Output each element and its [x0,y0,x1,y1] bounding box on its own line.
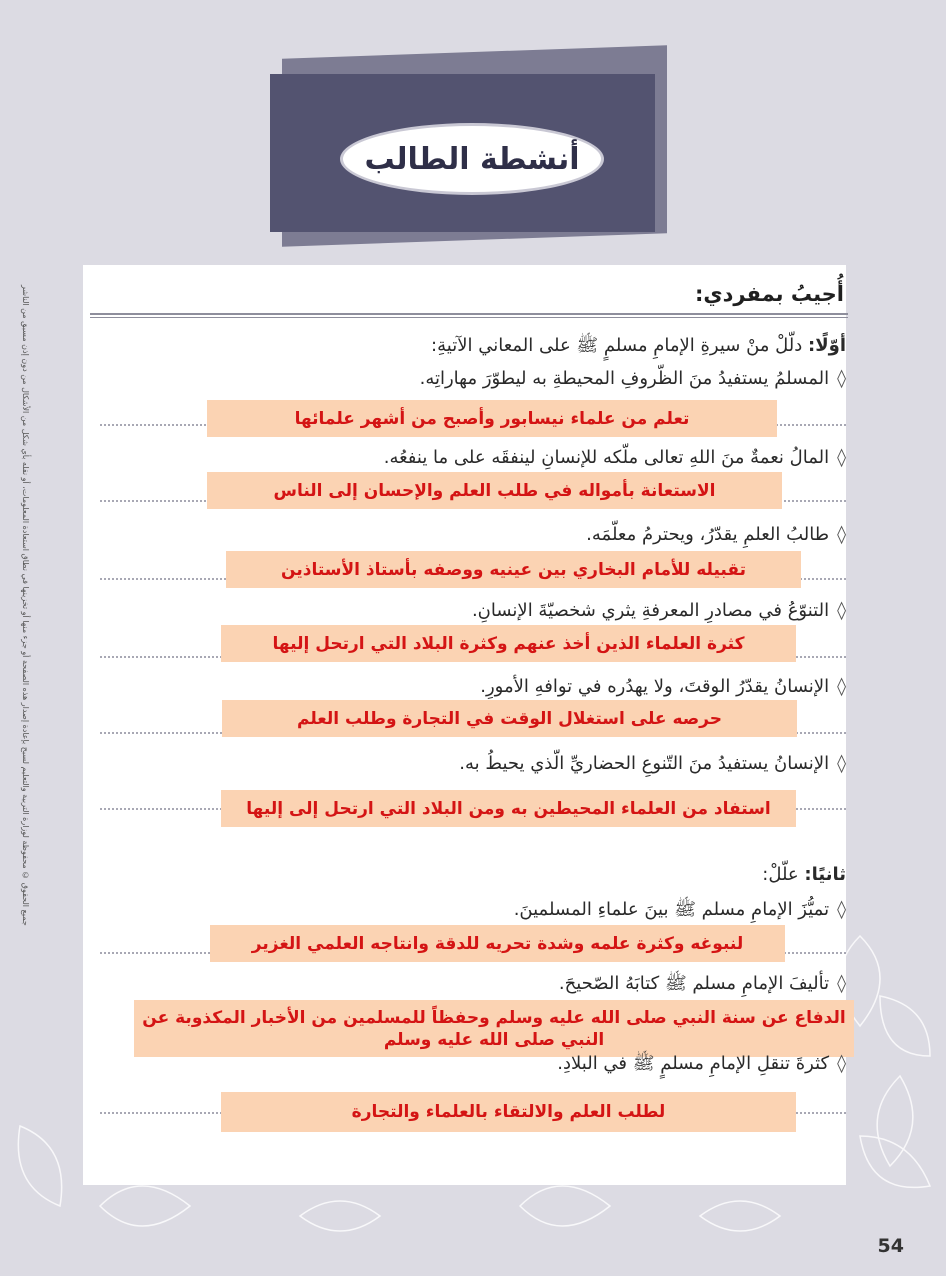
diamond-bullet-icon: ◊ [837,447,846,468]
page-number: 54 [877,1235,904,1257]
section1-intro-text: دلّلْ منْ سيرةِ الإمامِ مسلمٍ ﷺ على المعاني الآتيةِ: [431,335,803,356]
section2-item-1-answer: لنبوغه وكثرة علمه وشدة تحريه للدقة وانتاجه العلمي الغزير [210,925,785,962]
section1-item-3-prompt [586,524,846,545]
section2-item-1-prompt [514,898,846,924]
section2-item-3-prompt [557,1052,846,1078]
section1-item-4-answer: كثرة العلماء الذين أخذ عنهم وكثرة البلاد التي ارتحل إليها [221,625,796,662]
section1-item-2-prompt [384,447,846,468]
section1-item-6-prompt [459,753,846,774]
section1-item-2-answer: الاستعانة بأمواله في طلب العلم والإحسان إلى الناس [207,472,782,509]
prompt-text: كثرةَ تنقلِ الإمامِ مسلمٍ ﷺ في البلادِ. [557,1053,830,1074]
prompt-text: الإنسانُ يستفيدُ منَ التّنوعِ الحضاريِّ الّذي يحيطُ به. [459,753,830,774]
diamond-bullet-icon: ◊ [837,899,846,920]
copyright-note: جميع الحقوق © محفوظة لوزارة التربية والتعليم لسبح بإعادة إصدار هذه الصفحة أو جزء منها أو تخزينها في نطاق استعادة المعلومات، أو نقله بأي شكل من الأشكال من دون إذن مسبق من الناشر [21,285,30,926]
section2-item-2-prompt [559,972,846,998]
banner-title-frame [340,123,604,195]
diamond-bullet-icon: ◊ [837,753,846,774]
section-heading: أُجيبُ بمفردي: [694,282,844,306]
section1-item-5-prompt [480,676,846,697]
diamond-bullet-icon: ◊ [837,524,846,545]
diamond-bullet-icon: ◊ [837,1053,846,1074]
section1-label: أوّلًا: [808,335,846,356]
section1-item-4-prompt [472,600,846,621]
diamond-bullet-icon: ◊ [837,676,846,697]
section2-item-2-answer: الدفاع عن سنة النبي صلى الله عليه وسلم وحفظاً للمسلمين من الأخبار المكذوبة عن النبي صلى الله عليه وسلم [134,1000,854,1057]
diamond-bullet-icon: ◊ [837,600,846,621]
heading-divider [90,313,848,318]
diamond-bullet-icon: ◊ [837,368,846,389]
prompt-text: التنوّعُ في مصادرِ المعرفةِ يثري شخصيّةَ الإنسانِ. [471,600,830,621]
section2-intro-text: علّلْ: [762,864,799,885]
banner-title: أنشطة الطالب [364,141,580,177]
prompt-text: تميُّزَ الإمامِ مسلم ﷺ بينَ علماءِ المسلمينَ. [513,899,830,920]
diamond-bullet-icon: ◊ [837,973,846,994]
prompt-text: المالُ نعمةٌ منَ اللهِ تعالى ملّكه للإنسانِ لينفقَه على ما ينفعُه. [383,447,830,468]
prompt-text: طالبُ العلمِ يقدّرُ، ويحترمُ معلّمَه. [586,524,830,545]
prompt-text: الإنسانُ يقدّرُ الوقتَ، ولا يهدُره في توافهِ الأمورِ. [480,676,830,697]
section1-item-3-answer: تقبيله للأمام البخاري بين عينيه ووصفه بأستاذ الأستاذين [226,551,801,588]
section2-item-3-answer: لطلب العلم والالتقاء بالعلماء والتجارة [221,1092,796,1132]
section2-intro [762,864,846,885]
section1-item-1-prompt [420,368,846,389]
section1-item-1-answer: تعلم من علماء نيسابور وأصبح من أشهر علمائها [207,400,777,437]
section1-item-6-answer: استفاد من العلماء المحيطين به ومن البلاد التي ارتحل إلى إليها [221,790,796,827]
section2-label: ثانيًا: [804,864,846,885]
prompt-text: تأليفَ الإمامِ مسلم ﷺ كتابَهُ الصّحيحَ. [558,973,830,994]
prompt-text: المسلمُ يستفيدُ منَ الظّروفِ المحيطةِ به ليطوّرَ مهاراتِه. [419,368,830,389]
section1-item-5-answer: حرصه على استغلال الوقت في التجارة وطلب العلم [222,700,797,737]
section1-intro [431,334,846,360]
